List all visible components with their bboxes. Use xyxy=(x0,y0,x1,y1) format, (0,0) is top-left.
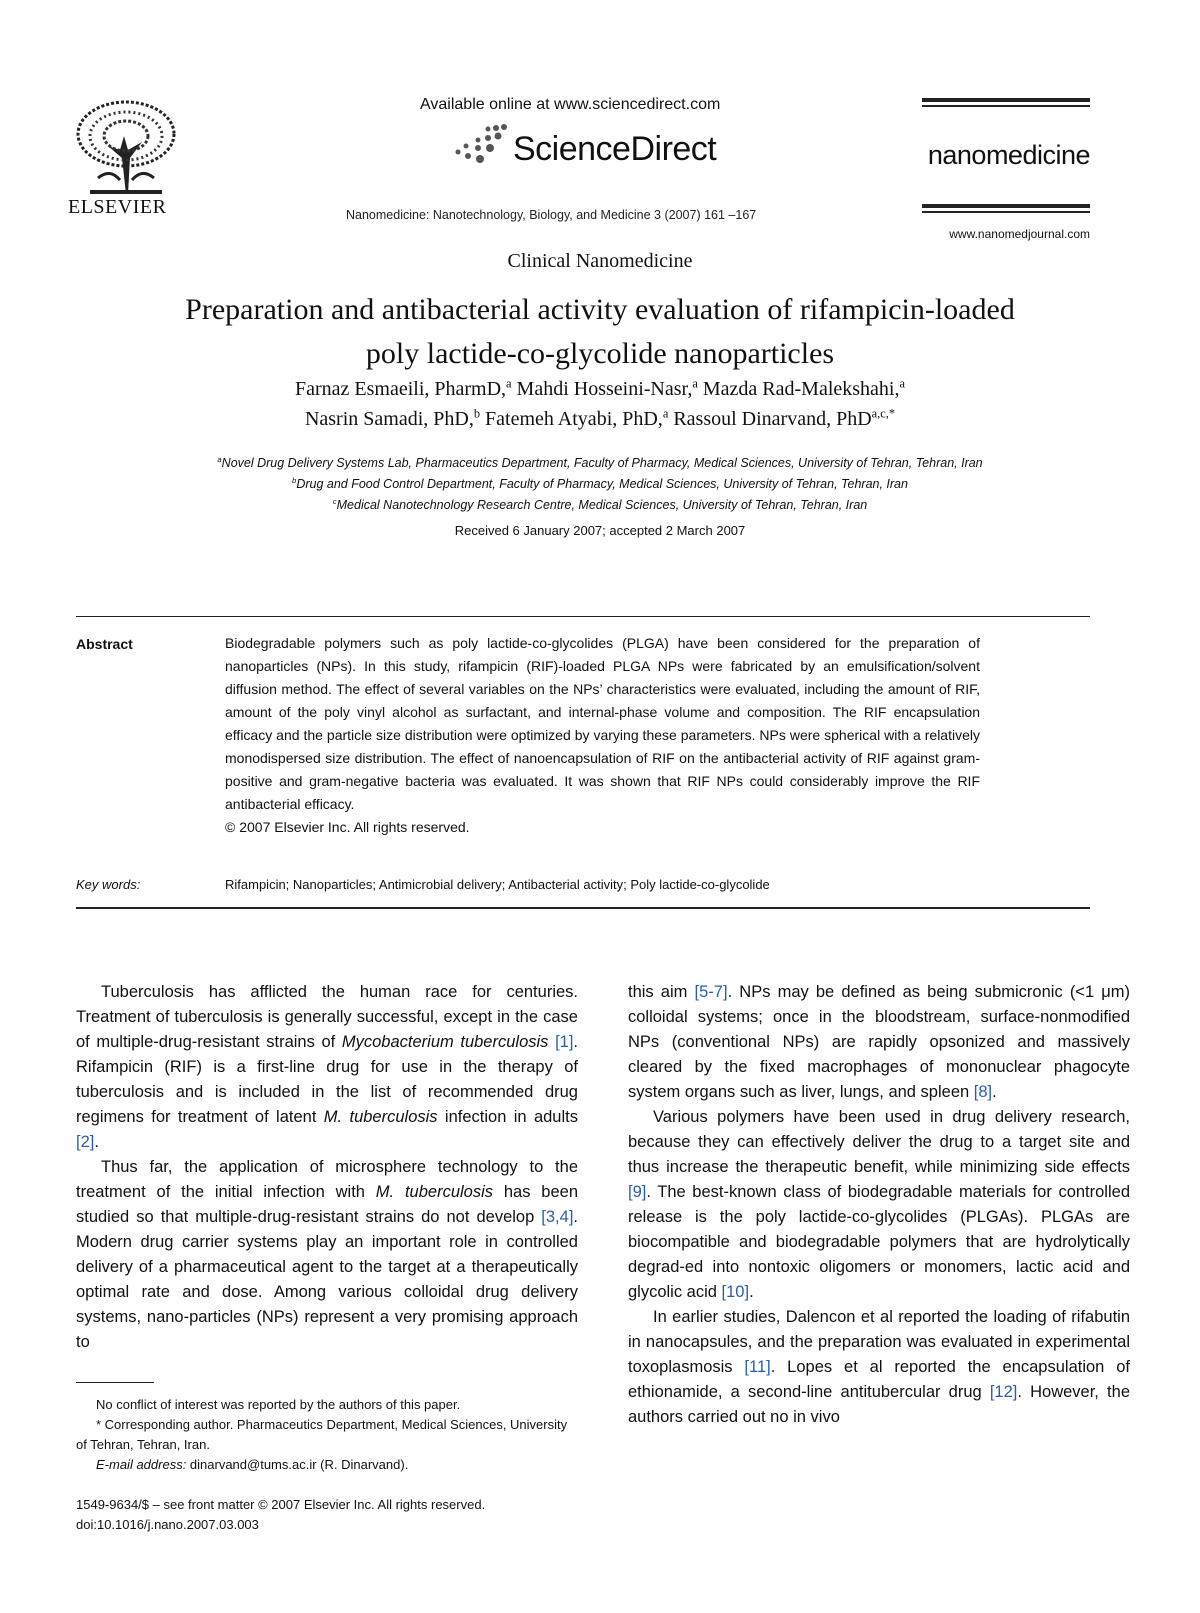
page-footer xyxy=(76,1495,596,1535)
elsevier-wordmark: ELSEVIER xyxy=(68,196,167,218)
journal-rule-bottom xyxy=(922,204,1090,208)
body-paragraph xyxy=(628,980,1130,1105)
abstract-label: Abstract xyxy=(76,636,133,652)
body-paragraph xyxy=(76,980,578,1155)
text-run: . Rifampicin (RIF) is a first-line drug for use in the therapy of tuberculosis and is included in the list of recommended drug regimens for treatment of latent xyxy=(76,1033,579,1126)
journal-citation: Nanomedicine: Nanotechnology, Biology, and Medicine 3 (2007) 161 –167 xyxy=(346,208,757,222)
body-paragraph xyxy=(628,1105,1130,1305)
abstract-text: Biodegradable polymers such as poly lactide-co-glycolides (PLGA) have been considered for the preparation of nanoparticles (NPs). In this study, rifampicin (RIF)-loaded PLGA NPs were fabricated by an emulsification/solvent diffusion method. The effect of several variables on the NPs’ characteristics were evaluated, including the amount of RIF, amount of the poly vinyl alcohol as surfactant, and internal-phase volume and composition. The RIF encapsulation efficacy and the particle size distribution were optimized by varying these parameters. NPs were spherical with a relatively monodispersed size distribution. The effect of nanoencapsulation of RIF on the antibacterial activity of RIF against gram-positive and gram-negative bacteria was evaluated. It was shown that RIF NPs could considerably improve the RIF antibacterial efficacy. xyxy=(225,635,980,812)
issn-line: 1549-9634/$ – see front matter © 2007 Elsevier Inc. All rights reserved. xyxy=(76,1497,486,1512)
body-column-right xyxy=(628,980,1130,1430)
text-run: this aim xyxy=(628,983,695,1001)
received-dates: Received 6 January 2007; accepted 2 March 2007 xyxy=(454,523,746,538)
text-run: . However, the authors carried out no in vivo xyxy=(628,1383,1130,1426)
sciencedirect-wordmark: ScienceDirect xyxy=(513,130,717,168)
text-run: has been studied so that multiple-drug-resistant strains do not develop xyxy=(76,1183,578,1226)
citation-link[interactable]: [3,4] xyxy=(541,1208,574,1226)
available-online-text: Available online at www.sciencedirect.com xyxy=(420,96,721,113)
authors-line-2 xyxy=(0,408,1200,431)
text-run: . xyxy=(94,1133,99,1151)
keywords-label: Key words: xyxy=(76,877,141,892)
body-paragraph xyxy=(628,1305,1130,1430)
footnote-email xyxy=(76,1455,578,1475)
email-value[interactable]: dinarvand@tums.ac.ir (R. Dinarvand). xyxy=(186,1457,409,1472)
title-line-1: Preparation and antibacterial activity evaluation of rifampicin-loaded xyxy=(185,293,1015,326)
text-run: . xyxy=(992,1083,997,1101)
journal-rule-top xyxy=(922,98,1090,102)
text-run: infection in adults xyxy=(437,1108,578,1126)
section-heading: Clinical Nanomedicine xyxy=(507,250,693,272)
citation-link[interactable]: [10] xyxy=(721,1283,750,1301)
authors-line-1 xyxy=(0,378,1200,401)
elsevier-logo xyxy=(70,98,182,220)
doi-line[interactable]: doi:10.1016/j.nano.2007.03.003 xyxy=(76,1517,259,1532)
keywords-list: Rifampicin; Nanoparticles; Antimicrobial delivery; Antibacterial activity; Poly lactide-co-glycolide xyxy=(225,877,770,892)
author: Farnaz Esmaeili, PharmD,$^a$ xyxy=(294,376,512,400)
text-run: . NPs may be defined as being submicronic (<1 μm) colloidal systems; once in the bloodstream, surface-nonmodified NPs (conventional NPs) are rapidly opsonized and massively cleared by the fixed macrophages of mononuclear phagocyte system organs such as liver, lungs, and spleen xyxy=(628,983,1130,1101)
footnotes xyxy=(76,1395,578,1475)
sciencedirect-dots-icon xyxy=(452,122,512,168)
nanomedicine-wordmark: nanomedicine xyxy=(927,140,1090,170)
body-column-left xyxy=(76,980,578,1355)
text-run: . xyxy=(749,1283,754,1301)
citation-link[interactable]: [9] xyxy=(628,1183,647,1201)
journal-url[interactable]: www.nanomedjournal.com xyxy=(949,227,1090,241)
text-run: In earlier studies, Dalencon et al reported the loading of rifabutin in nanocapsules, and the preparation was evaluated in experimental toxoplasmosis xyxy=(628,1308,1130,1376)
journal-rule-bottom-thin xyxy=(922,211,1090,213)
body-paragraph xyxy=(76,1155,578,1355)
title-line-2: poly lactide-co-glycolide nanoparticles xyxy=(365,337,835,370)
author: Mazda Rad-Malekshahi,$^a$ xyxy=(702,376,905,400)
footnote-conflict: No conflict of interest was reported by the authors of this paper. xyxy=(96,1397,461,1412)
text-run: . Modern drug carrier systems play an important role in controlled delivery of a pharmaceutical agent to the target at a therapeutically optimal rate and dose. Among various colloidal drug delivery systems, nano-particles (NPs) represent a very promising approach to xyxy=(76,1208,578,1351)
citation-link[interactable]: [8] xyxy=(973,1083,993,1101)
abstract-body xyxy=(225,632,980,839)
article-title xyxy=(60,288,1140,376)
text-run: Thus far, the application of microsphere technology to the treatment of the initial infection with xyxy=(76,1158,578,1201)
affiliation-c: $^c$Medical Nanotechnology Research Centre, Medical Sciences, University of Tehran, Tehran, Iran xyxy=(332,496,868,512)
author: Fatemeh Atyabi, PhD,$^a$ xyxy=(485,406,669,430)
text-run: Various polymers have been used in drug delivery research, because they can effectively deliver the drug to a target site and thus increase the therapeutic benefit, while minimizing side effects xyxy=(628,1108,1130,1176)
author: Nasrin Samadi, PhD,$^b$ xyxy=(304,406,481,430)
abstract-copyright: © 2007 Elsevier Inc. All rights reserved. xyxy=(225,819,470,835)
italic-text: M. tuberculosis xyxy=(323,1108,438,1126)
abstract-rule-bottom xyxy=(76,907,1090,909)
citation-link[interactable]: [12] xyxy=(989,1383,1018,1401)
text-run: . Lopes et al reported the encapsulation of ethionamide, a second-line antitubercular drug xyxy=(628,1358,1130,1401)
abstract-rule-top xyxy=(76,616,1090,617)
author: Rassoul Dinarvand, PhD$^{a,c,*}$ xyxy=(673,406,896,430)
footnote-rule xyxy=(76,1382,154,1383)
footnote-corresponding: * Corresponding author. Pharmaceutics Department, Medical Sciences, University of Tehran, Tehran, Iran. xyxy=(76,1417,568,1452)
citation-link[interactable]: [5-7] xyxy=(694,983,728,1001)
text-run: . The best-known class of biodegradable materials for controlled release is the poly lactide-co-glycolides (PLGAs). PLGAs are biocompatible and biodegradable polymers that are hydrolytically degrad-ed into nontoxic oligomers or monomers, lactic acid and glycolic acid xyxy=(628,1183,1130,1301)
affiliation-a: $^a$Novel Drug Delivery Systems Lab, Pharmaceutics Department, Faculty of Pharmacy, Medical Sciences, University of Tehran, Tehran, Iran xyxy=(217,454,983,470)
citation-link[interactable]: [1] xyxy=(555,1033,574,1051)
elsevier-tree-icon xyxy=(70,98,182,198)
journal-rule-top-thin xyxy=(922,105,1090,107)
email-label: E-mail address: xyxy=(96,1457,187,1472)
text-run: Tuberculosis has afflicted the human race for centuries. Treatment of tuberculosis is generally successful, except in the case of multiple-drug-resistant strains of xyxy=(76,983,578,1051)
italic-text: M. tuberculosis xyxy=(375,1183,494,1201)
author: Mahdi Hosseini-Nasr,$^a$ xyxy=(516,376,698,400)
citation-link[interactable]: [11] xyxy=(744,1358,771,1376)
affiliation-b: $^b$Drug and Food Control Department, Faculty of Pharmacy, Medical Sciences, University of Tehran, Tehran, Iran xyxy=(292,475,908,491)
italic-text: Mycobacterium tuberculosis xyxy=(341,1033,549,1051)
citation-link[interactable]: [2] xyxy=(76,1133,95,1151)
